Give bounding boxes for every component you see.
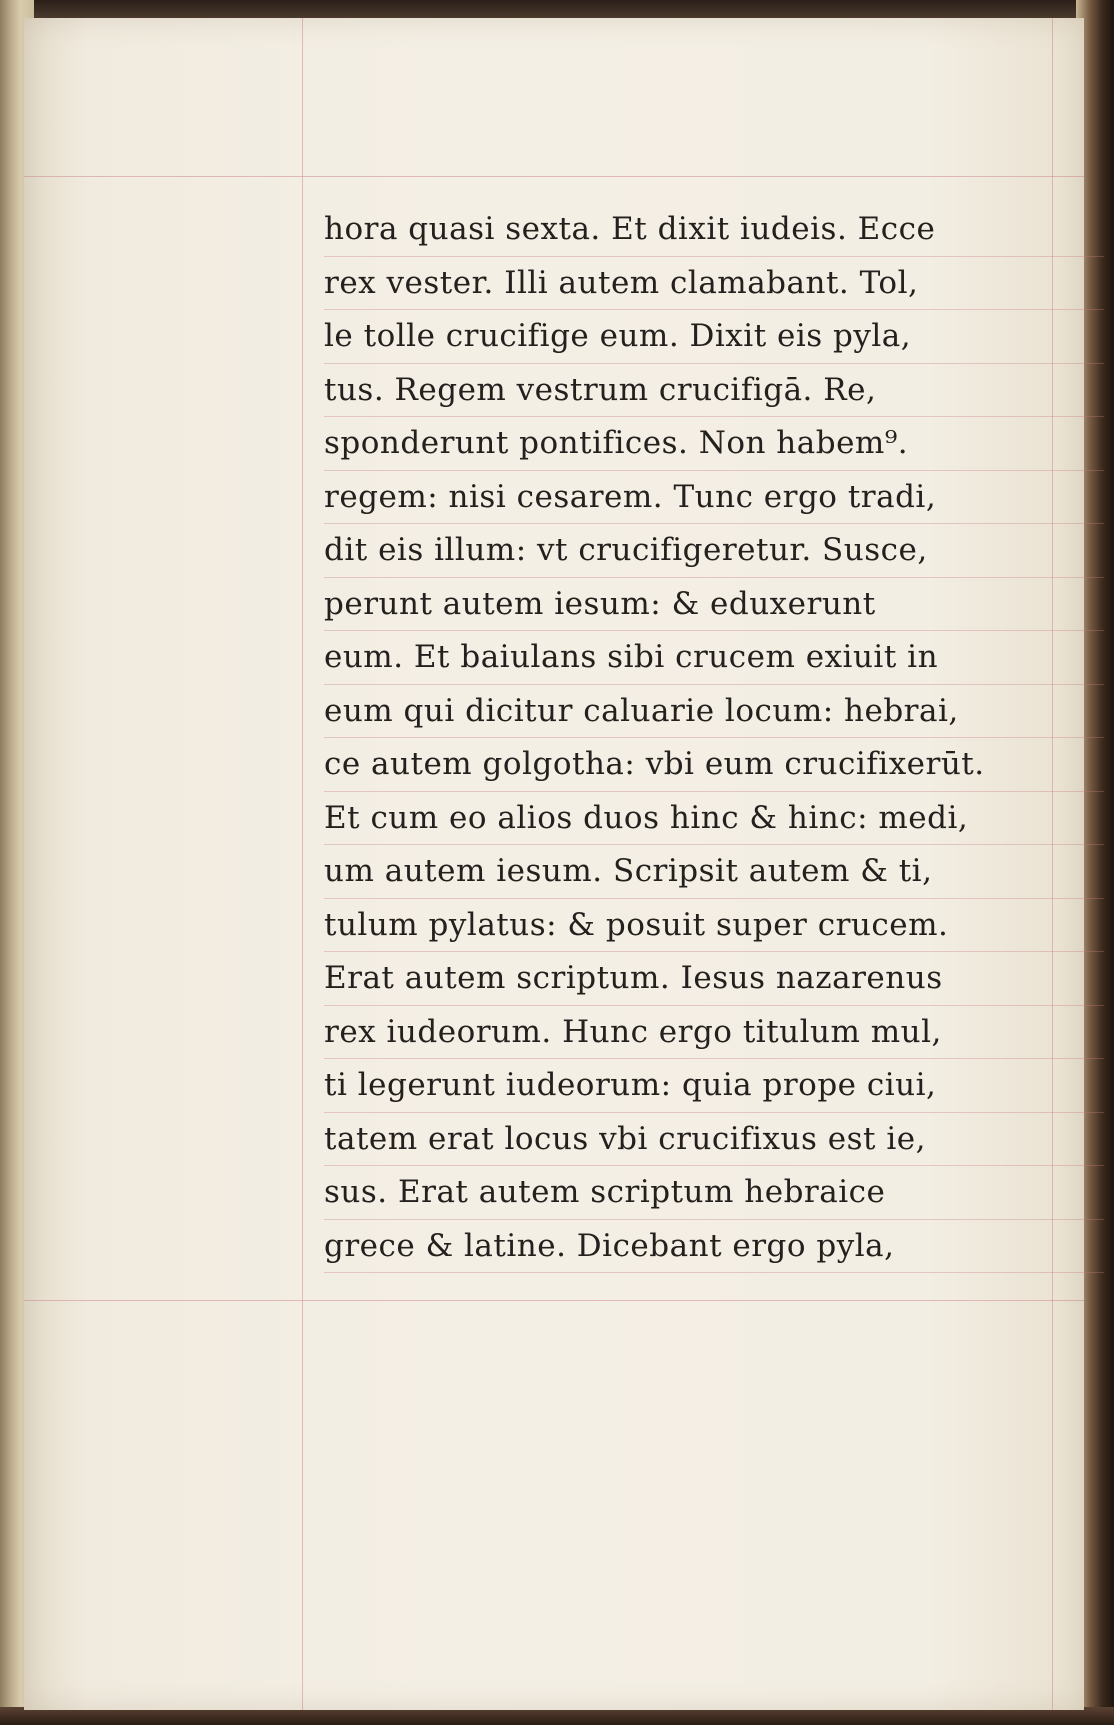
text-line: tatem erat locus vbi crucifixus est ie,: [324, 1113, 1104, 1167]
text-line: eum. Et baiulans sibi crucem exiuit in: [324, 631, 1104, 685]
ruling-line-bottom: [24, 1300, 1084, 1301]
text-line: Erat autem scriptum. Iesus nazarenus: [324, 952, 1104, 1006]
text-line: sus. Erat autem scriptum hebraice: [324, 1166, 1104, 1220]
text-line: tulum pylatus: & posuit super crucem.: [324, 899, 1104, 953]
text-line: tus. Regem vestrum crucifigā. Re,: [324, 364, 1104, 418]
text-line: regem: nisi cesarem. Tunc ergo tradi,: [324, 471, 1104, 525]
text-line: rex vester. Illi autem clamabant. Tol,: [324, 257, 1104, 311]
manuscript-page: [24, 18, 1084, 1710]
text-line: hora quasi sexta. Et dixit iudeis. Ecce: [324, 203, 1104, 257]
text-line: sponderunt pontifices. Non habem⁹.: [324, 417, 1104, 471]
text-line: Et cum eo alios duos hinc & hinc: medi,: [324, 792, 1104, 846]
manuscript-text-block: [324, 203, 1104, 1273]
ruling-line-top: [24, 176, 1084, 177]
text-line: dit eis illum: vt crucifigeretur. Susce,: [324, 524, 1104, 578]
text-line: grece & latine. Dicebant ergo pyla,: [324, 1220, 1104, 1274]
text-line: le tolle crucifige eum. Dixit eis pyla,: [324, 310, 1104, 364]
text-line: eum qui dicitur caluarie locum: hebrai,: [324, 685, 1104, 739]
text-line: ti legerunt iudeorum: quia prope ciui,: [324, 1059, 1104, 1113]
text-line: rex iudeorum. Hunc ergo titulum mul,: [324, 1006, 1104, 1060]
text-line: ce autem golgotha: vbi eum crucifixerūt.: [324, 738, 1104, 792]
ruling-line-left: [302, 18, 303, 1710]
text-line: um autem iesum. Scripsit autem & ti,: [324, 845, 1104, 899]
text-line: perunt autem iesum: & eduxerunt: [324, 578, 1104, 632]
